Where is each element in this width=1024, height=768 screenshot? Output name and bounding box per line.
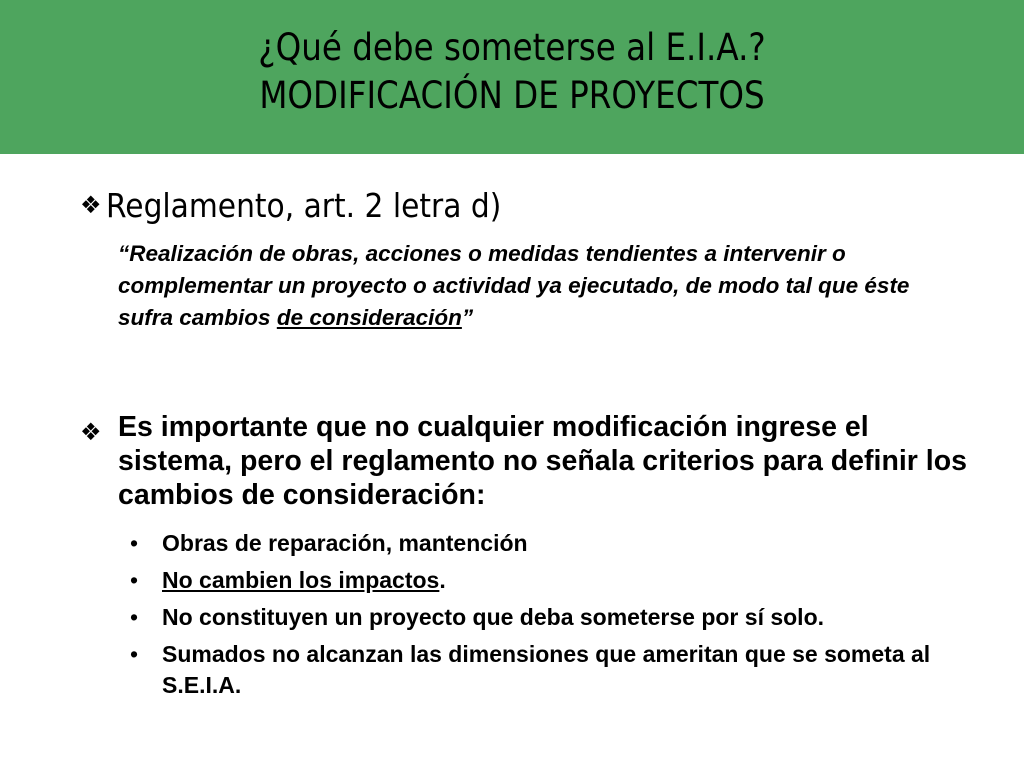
list-item: [130, 639, 950, 701]
slide-title: [61, 24, 962, 120]
list-item-text: Sumados no alcanzan las dimensiones que ameritan que se someta al S.E.I.A.: [162, 641, 931, 698]
quote-underlined-text: de consideración: [276, 305, 462, 330]
title-line-2: MODIFICACIÓN DE PROYECTOS: [259, 74, 765, 117]
quote-closing-mark: ”: [461, 305, 474, 330]
bullet-dot-icon: •: [130, 567, 139, 593]
diamond-bullet-icon: ❖: [80, 418, 102, 446]
bullet-item-importante-text: Es importante que no cualquier modificación ingrese el sistema, pero el reglamento no señala criterios para definir los cambios de consideración:: [118, 411, 967, 511]
bullet-item-reglamento: [80, 186, 545, 225]
title-line-1: ¿Qué debe someterse al E.I.A.?: [258, 26, 766, 69]
bullet-dot-icon: •: [130, 604, 139, 630]
list-item-suffix: .: [439, 567, 446, 593]
regulation-quote: [118, 238, 918, 334]
bullet-item-importante: [80, 410, 980, 512]
diamond-bullet-icon: ❖: [80, 191, 102, 219]
list-item: [130, 528, 950, 559]
bullet-dot-icon: •: [130, 641, 139, 667]
bullet-dot-icon: •: [130, 530, 139, 556]
list-item-text: No constituyen un proyecto que deba someterse por sí solo.: [162, 604, 825, 630]
list-item: [130, 602, 950, 633]
sub-bullet-list: [130, 528, 950, 707]
title-banner: [0, 0, 1024, 154]
list-item-underlined-text: No cambien los impactos: [162, 567, 440, 593]
quote-text: “Realización de obras, acciones o medidas tendientes a intervenir o complementar un proyecto o actividad ya ejecutado, de modo tal que éste sufra cambios: [118, 241, 910, 330]
list-item: [130, 565, 950, 596]
bullet-item-reglamento-text: Reglamento, art. 2 letra d): [105, 186, 501, 225]
list-item-text: Obras de reparación, mantención: [162, 530, 528, 556]
